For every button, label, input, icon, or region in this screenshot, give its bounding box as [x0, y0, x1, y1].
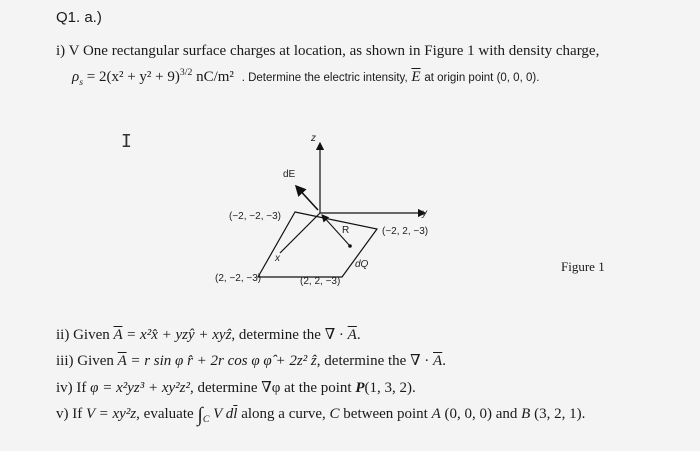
corner-bottom-left: (2, −2, −3): [215, 273, 262, 284]
rho-symbol: ρ: [72, 69, 80, 85]
part-v-equation: V = xy²z: [86, 406, 137, 422]
vector-A: $\overline{A}$: [113, 327, 123, 343]
vector-A-2: $\overline{A}$: [347, 327, 357, 343]
origin-text: at origin point (0, 0, 0).: [424, 72, 540, 84]
part-v-statement: [56, 404, 585, 427]
label-x: x: [275, 253, 280, 264]
figure-caption: Figure 1: [561, 259, 605, 274]
part-ii-tail: , determine the ∇ ·: [231, 327, 348, 343]
integral-subscript: C: [202, 414, 210, 425]
dQ-point: [348, 244, 352, 248]
part-iii-number: iii): [56, 353, 74, 369]
corner-top-left: (−2, −2, −3): [229, 211, 281, 222]
part-ii-end: .: [356, 327, 361, 343]
part-iv-statement: [56, 378, 416, 397]
density-unit: nC/m²: [192, 69, 234, 85]
point-A-coords: (0, 0, 0) and: [444, 406, 518, 422]
text-cursor-icon: I: [121, 131, 132, 152]
point-A: A: [431, 406, 441, 422]
label-dE: dE: [283, 169, 296, 180]
part-iii-equation: = r sin φ r̂ + 2r cos φ φ̂ + 2z² ẑ: [126, 353, 317, 369]
part-iii-end: .: [442, 353, 446, 369]
part-ii-number: ii): [56, 327, 70, 343]
density-exponent: 3/2: [179, 67, 193, 78]
corner-top-right: (−2, 2, −3): [382, 226, 429, 237]
part-v-number: v): [56, 406, 69, 422]
rho-subscript: s: [79, 77, 83, 88]
part-v-mid: , evaluate: [136, 406, 194, 422]
corner-bottom-right: (2, 2, −3): [300, 276, 341, 287]
part-iv-tail: , determine ∇φ at the point: [190, 380, 352, 396]
integral-sign: ∫: [197, 404, 203, 426]
label-dQ: dQ: [355, 259, 369, 270]
label-y: y: [422, 208, 427, 219]
part-v-prefix: If: [72, 406, 83, 422]
part-ii-equation: = x²x̂ + yzŷ + xyẑ: [122, 327, 232, 343]
part-v-between: between point: [343, 406, 428, 422]
part-iii-statement: [56, 351, 446, 370]
vector-A-2: $\overline{A}$: [433, 353, 443, 369]
vector-E: $\overline{E}$: [411, 69, 421, 85]
point-B-coords: (3, 2, 1).: [534, 406, 586, 422]
part-i-number: i): [56, 43, 66, 59]
part-iv-number: iv): [56, 380, 73, 396]
density-equation: = 2(x² + y² + 9): [83, 69, 180, 85]
integrand: V d: [213, 406, 234, 422]
label-z: z: [311, 133, 316, 144]
part-ii-prefix: Given: [73, 327, 110, 343]
point-P: P: [355, 380, 365, 396]
curve-C: C: [329, 406, 340, 422]
part-iv-prefix: If: [76, 380, 87, 396]
point-B: B: [521, 406, 531, 422]
x-axis: [280, 213, 320, 253]
vector-l: $\overline{l}$: [233, 406, 238, 422]
part-v-tail: along a curve,: [241, 406, 326, 422]
part-iii-tail: , determine the ∇ ·: [316, 353, 434, 369]
dE-arrow: [296, 186, 318, 210]
question-header: Q1. a.): [56, 9, 102, 26]
vector-A: $\overline{A}$: [117, 353, 127, 369]
part-i-text: V One rectangular surface charges at location, as shown in Figure 1 with density charge,: [68, 43, 600, 59]
part-iv-equation: φ = x²yz³ + xy²z²: [90, 380, 191, 396]
point-P-coords: (1, 3, 2).: [364, 380, 416, 396]
part-ii-statement: [56, 325, 361, 344]
part-iii-prefix: Given: [77, 353, 114, 369]
part-i-instruction: . Determine the electric intensity,: [241, 72, 408, 84]
label-R: R: [342, 225, 350, 236]
